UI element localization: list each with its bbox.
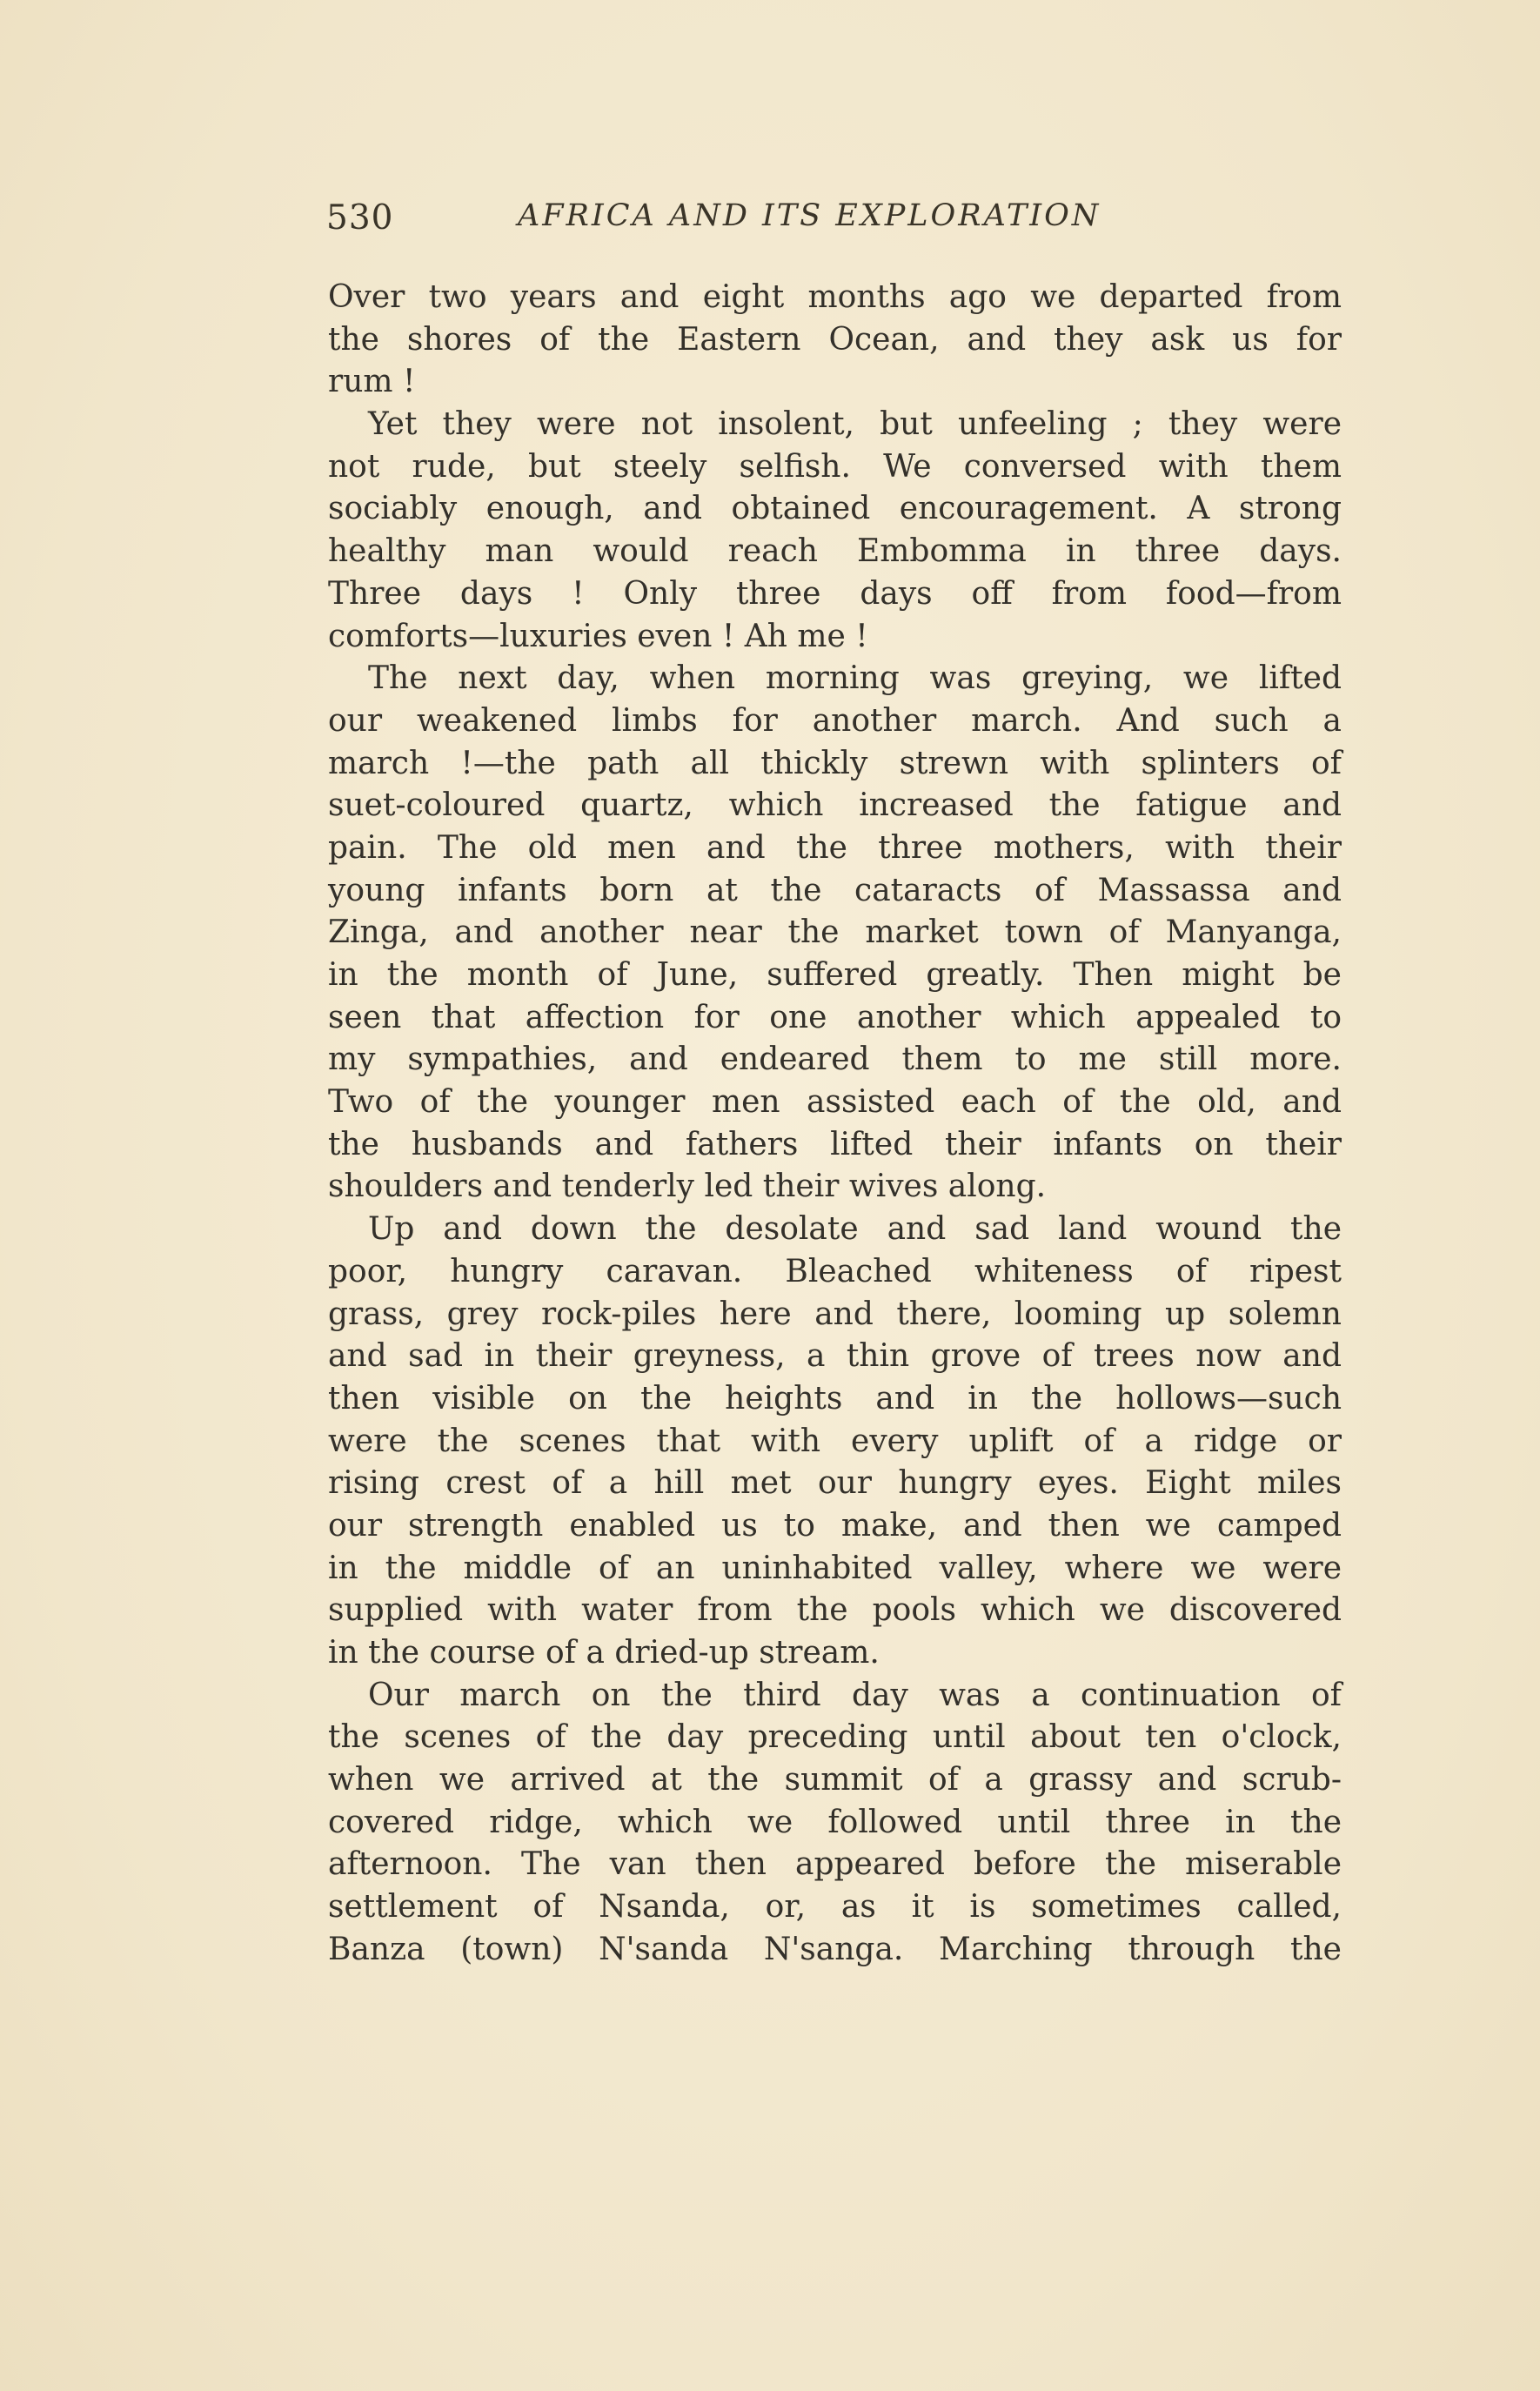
text-line: shoulders and tenderly led their wives along.: [328, 1169, 1047, 1205]
text-line: the shores of the Eastern Ocean, and they ask us for: [328, 321, 1342, 358]
text-line: my sympathies, and endeared them to me still more.: [328, 1041, 1342, 1078]
text-line: healthy man would reach Embomma in three days.: [328, 533, 1342, 570]
text-line: in the course of a dried-up stream.: [328, 1635, 880, 1671]
text-line: Yet they were not insolent, but unfeeling ; they were: [368, 406, 1342, 443]
text-line: The next day, when morning was greying, we lifted: [368, 660, 1342, 697]
text-line: comforts—luxuries even ! Ah me !: [328, 618, 868, 654]
text-line: poor, hungry caravan. Bleached whiteness of ripest: [328, 1253, 1342, 1289]
text-line: Over two years and eight months ago we departed from: [328, 279, 1342, 315]
text-line: and sad in their greyness, a thin grove of trees now and: [328, 1338, 1342, 1375]
text-line: Banza (town) N'sanda N'sanga. Marching through the: [328, 1931, 1342, 1967]
text-line: Two of the younger men assisted each of the old, and: [328, 1084, 1342, 1121]
text-line: our strength enabled us to make, and then we camped: [328, 1507, 1342, 1544]
page-header: [326, 193, 1344, 245]
text-line: supplied with water from the pools which we discovered: [328, 1592, 1342, 1629]
text-line: afternoon. The van then appeared before the miserable: [328, 1846, 1342, 1883]
page-number: 530: [326, 198, 394, 238]
text-line: rum !: [328, 364, 416, 400]
text-line: were the scenes that with every uplift of a ridge or: [328, 1423, 1342, 1459]
text-line: the husbands and fathers lifted their infants on their: [328, 1126, 1342, 1162]
text-line: Up and down the desolate and sad land wound the: [368, 1211, 1342, 1248]
text-line: grass, grey rock-piles here and there, looming up solemn: [328, 1296, 1342, 1332]
running-head: AFRICA AND ITS EXPLORATION: [518, 198, 1101, 233]
text-line: the scenes of the day preceding until about ten o'clock,: [328, 1719, 1342, 1756]
text-line: covered ridge, which we followed until three in the: [328, 1804, 1342, 1840]
text-line: Three days ! Only three days off from food—from: [328, 575, 1342, 612]
text-line: march !—the path all thickly strewn with splinters of: [328, 745, 1342, 781]
text-line: suet-coloured quartz, which increased the fatigue and: [328, 787, 1342, 824]
text-line: young infants born at the cataracts of Massassa and: [328, 872, 1342, 908]
text-line: not rude, but steely selfish. We conversed with them: [328, 448, 1342, 485]
text-line: sociably enough, and obtained encouragement. A strong: [328, 491, 1342, 527]
text-line: seen that affection for one another which appealed to: [328, 999, 1342, 1035]
text-line: in the month of June, suffered greatly. Then might be: [328, 957, 1342, 993]
text-line: Our march on the third day was a continuation of: [368, 1677, 1342, 1713]
text-line: rising crest of a hill met our hungry eyes. Eight miles: [328, 1465, 1342, 1502]
text-line: pain. The old men and the three mothers, with their: [328, 829, 1342, 866]
text-line: then visible on the heights and in the hollows—such: [328, 1380, 1342, 1417]
text-line: our weakened limbs for another march. And such a: [328, 702, 1342, 739]
body-text: [328, 277, 1342, 1972]
text-line: Zinga, and another near the market town of Manyanga,: [328, 914, 1342, 951]
text-line: settlement of Nsanda, or, as it is sometimes called,: [328, 1889, 1342, 1926]
text-line: in the middle of an uninhabited valley, where we were: [328, 1550, 1342, 1586]
text-line: when we arrived at the summit of a grassy and scrub-: [328, 1762, 1342, 1798]
